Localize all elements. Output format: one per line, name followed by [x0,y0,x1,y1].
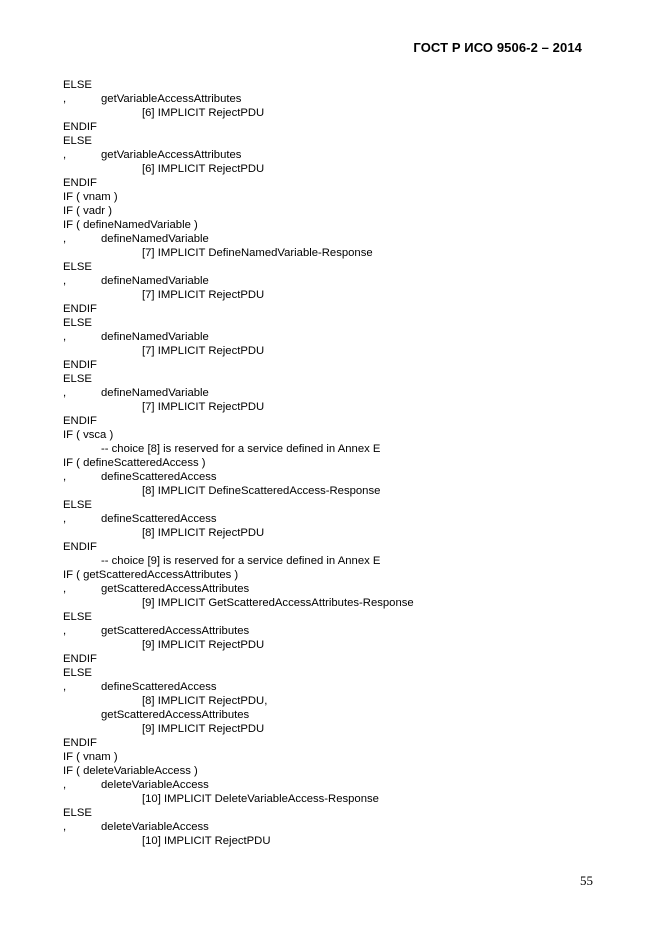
code-text: ELSE [63,807,92,819]
code-line [63,288,603,302]
code-line [63,638,603,652]
code-text: [6] IMPLICIT RejectPDU [142,163,265,175]
code-text: [6] IMPLICIT RejectPDU [142,107,265,119]
code-line [63,722,603,736]
code-text: deleteVariableAccess [101,779,209,791]
code-text: getVariableAccessAttributes [101,149,242,161]
code-line [63,526,603,540]
comma-separator: , [63,625,67,637]
code-line [63,764,603,778]
code-line [63,680,603,694]
code-line [63,204,603,218]
code-line [63,274,603,288]
code-text: IF ( vnam ) [63,751,118,763]
comma-separator: , [63,275,67,287]
code-line [63,596,603,610]
comma-separator: , [63,779,67,791]
code-line [63,512,603,526]
code-line [63,232,603,246]
code-text: ENDIF [63,415,97,427]
code-line [63,428,603,442]
code-text: ENDIF [63,177,97,189]
code-text: getScatteredAccessAttributes [101,583,250,595]
code-text: ELSE [63,373,92,385]
code-text: [9] IMPLICIT RejectPDU [142,723,265,735]
code-line [63,162,603,176]
code-text: ENDIF [63,121,97,133]
code-text: ENDIF [63,541,97,553]
code-line [63,610,603,624]
code-text: ELSE [63,79,92,91]
code-text: IF ( defineNamedVariable ) [63,219,198,231]
code-line [63,498,603,512]
code-line [63,456,603,470]
code-text: [7] IMPLICIT RejectPDU [142,345,265,357]
code-line [63,484,603,498]
asn1-code-listing [63,78,603,848]
code-line [63,792,603,806]
comma-separator: , [63,471,67,483]
code-text: IF ( vnam ) [63,191,118,203]
code-text: [8] IMPLICIT RejectPDU, [142,695,268,707]
code-line [63,554,603,568]
code-text: [8] IMPLICIT DefineScatteredAccess-Response [142,485,381,497]
comma-separator: , [63,149,67,161]
code-text: IF ( vadr ) [63,205,112,217]
code-text: defineScatteredAccess [101,513,217,525]
code-line [63,134,603,148]
code-text: ELSE [63,317,92,329]
code-text: [9] IMPLICIT GetScatteredAccessAttributes-Response [142,597,414,609]
comma-separator: , [63,93,67,105]
code-line [63,666,603,680]
code-text: ELSE [63,611,92,623]
code-line [63,302,603,316]
comma-separator: , [63,583,67,595]
code-line [63,246,603,260]
code-line [63,120,603,134]
code-line [63,176,603,190]
code-text: getScatteredAccessAttributes [101,709,250,721]
code-line [63,820,603,834]
code-line [63,694,603,708]
code-text: [10] IMPLICIT RejectPDU [142,835,271,847]
code-text: [7] IMPLICIT DefineNamedVariable-Response [142,247,373,259]
code-text: defineNamedVariable [101,387,209,399]
code-line [63,624,603,638]
code-line [63,806,603,820]
code-line [63,92,603,106]
code-text: IF ( getScatteredAccessAttributes ) [63,569,239,581]
code-text: IF ( vsca ) [63,429,114,441]
code-text: defineNamedVariable [101,275,209,287]
code-text: [7] IMPLICIT RejectPDU [142,401,265,413]
code-text: ENDIF [63,303,97,315]
code-line [63,400,603,414]
code-text: getVariableAccessAttributes [101,93,242,105]
code-line [63,148,603,162]
code-line [63,386,603,400]
code-text: getScatteredAccessAttributes [101,625,250,637]
code-text: ENDIF [63,653,97,665]
code-line [63,708,603,722]
code-text: ELSE [63,499,92,511]
code-text: ELSE [63,667,92,679]
code-line [63,330,603,344]
code-line [63,568,603,582]
code-text: deleteVariableAccess [101,821,209,833]
code-text: defineNamedVariable [101,233,209,245]
code-line [63,106,603,120]
code-line [63,316,603,330]
comma-separator: , [63,513,67,525]
code-line [63,736,603,750]
comma-separator: , [63,821,67,833]
comma-separator: , [63,233,67,245]
code-text: IF ( deleteVariableAccess ) [63,765,198,777]
code-text: defineNamedVariable [101,331,209,343]
code-text: defineScatteredAccess [101,681,217,693]
page-number: 55 [580,873,593,888]
code-line [63,218,603,232]
document-header: ГОСТ Р ИСО 9506-2 – 2014 [413,40,582,55]
code-line [63,778,603,792]
code-line [63,190,603,204]
code-line [63,260,603,274]
code-line [63,470,603,484]
comma-separator: , [63,387,67,399]
code-text: -- choice [8] is reserved for a service defined in Annex E [101,443,381,455]
code-text: ENDIF [63,737,97,749]
code-line [63,414,603,428]
code-text: [8] IMPLICIT RejectPDU [142,527,265,539]
code-line [63,78,603,92]
code-line [63,358,603,372]
code-text: defineScatteredAccess [101,471,217,483]
code-line [63,442,603,456]
code-line [63,750,603,764]
code-text: ELSE [63,261,92,273]
code-text: ELSE [63,135,92,147]
comma-separator: , [63,681,67,693]
code-text: [9] IMPLICIT RejectPDU [142,639,265,651]
code-text: [10] IMPLICIT DeleteVariableAccess-Response [142,793,379,805]
code-text: -- choice [9] is reserved for a service defined in Annex E [101,555,381,567]
code-line [63,540,603,554]
code-text: ENDIF [63,359,97,371]
code-line [63,344,603,358]
code-line [63,834,603,848]
comma-separator: , [63,331,67,343]
code-line [63,652,603,666]
code-text: IF ( defineScatteredAccess ) [63,457,206,469]
code-line [63,582,603,596]
code-line [63,372,603,386]
code-text: [7] IMPLICIT RejectPDU [142,289,265,301]
